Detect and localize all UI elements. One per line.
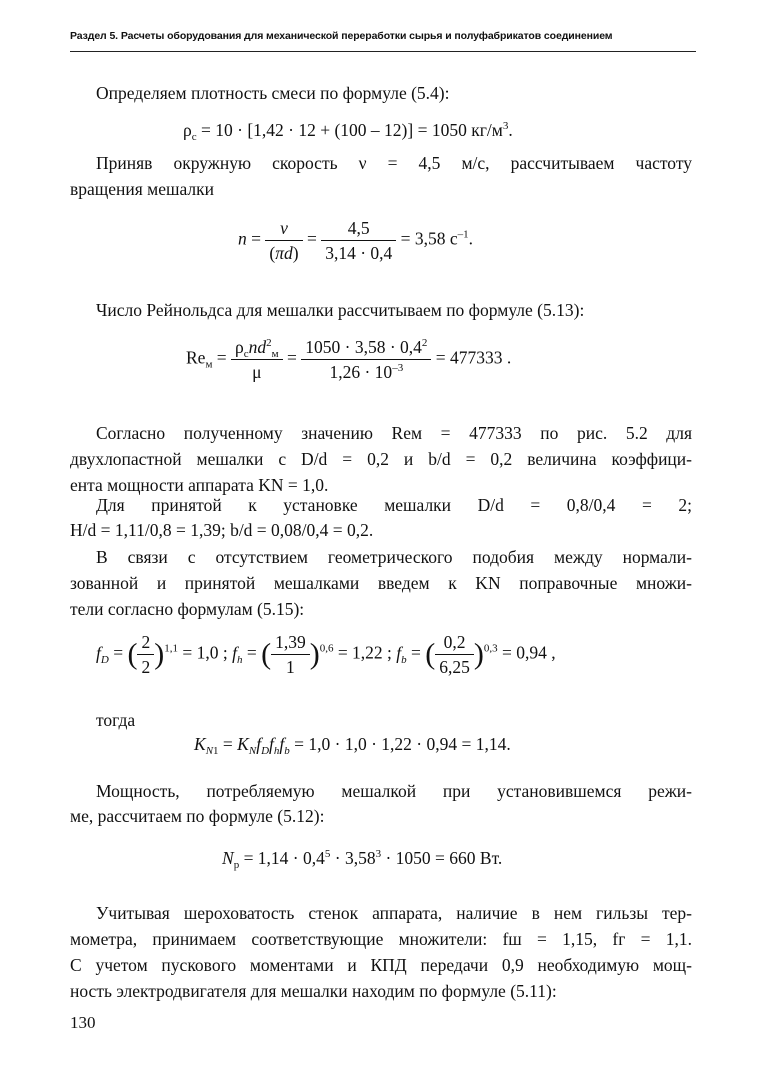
- paragraph-motor-line3: С учетом пускового моментами и КПД передачи 0,9 необходимую мощ-: [70, 955, 692, 975]
- running-header: Раздел 5. Расчеты оборудования для механической переработки сырья и полуфабрикатов соединением: [70, 30, 613, 42]
- equation-text: $\rho_с = 10 \cdot [1,42 \cdot 12 + (100 - 12)] = 1050$ $кг/м^3$.: [183, 120, 513, 143]
- paragraph-similarity-line1: В связи с отсутствием геометрического подобия между нормали-: [96, 547, 692, 567]
- paragraph-motor-line1: Учитывая шероховатость стенок аппарата, наличие в нем гильзы тер-: [96, 903, 692, 923]
- header-rule: [70, 51, 696, 52]
- paragraph-ratios-line1: Для принятой к установке мешалки D/d = 0,8/0,4 = 2;: [96, 495, 692, 515]
- paragraph-ratios-line2: H/d = 1,11/0,8 = 1,39; b/d = 0,08/0,4 = 0,2.: [70, 520, 374, 540]
- paragraph-power-coef-line3: ента мощности аппарата KN = 1,0.: [70, 475, 329, 495]
- equation-corrected-coef: $K_{N1} = K_Nf_Df_hf_b = 1,0 \cdot 1,0 \cdot 1,22 \cdot 0,94 = 1,14$.: [194, 734, 511, 757]
- paragraph-then: тогда: [96, 710, 136, 730]
- equation-reynolds: $Re_м$ = $\frac{\rho_cnd^2_м}{\mu}$ = $\frac{1050 \cdot 3,58 \cdot 0,4^2}{1,26 \cdot 10^{-3}}$ = 477333 .: [186, 337, 512, 382]
- paragraph-motor-line4: ность электродвигателя для мешалки находим по формуле (5.11):: [70, 981, 557, 1001]
- equation-rotation: n = $\frac{\nu}{(\pi d)}$ = $\frac{4,5}{3,14 \cdot 0,4}$ = 3,58 $с^{-1}$.: [238, 218, 474, 263]
- equation-power: $N_р = 1,14 \cdot 0,4^5 \cdot 3,58^3 \cdot 1050 = 660$ Вт.: [222, 848, 503, 871]
- paragraph-reynolds: Число Рейнольдса для мешалки рассчитываем по формуле (5.13):: [96, 300, 585, 320]
- paragraph-similarity-line3: тели согласно формулам (5.15):: [70, 599, 305, 619]
- paragraph-power-coef-line2: двухлопастной мешалки с D/d = 0,2 и b/d = 0,2 величина коэффици-: [70, 449, 692, 469]
- paragraph-speed-line2: вращения мешалки: [70, 179, 215, 199]
- equation-factors: $f_D$ = ( $\frac{2}{2}$ )$^{1,1}$ = 1,0 ; $f_h$ = ( $\frac{1,39}{1}$ )$^{0,6}$ = 1,22 ; $f_b$ = ( $\frac{0,2}{6,25}$ )$^{0,3}$ = 0,94 ,: [96, 632, 556, 677]
- equation-density: [183, 118, 513, 142]
- paragraph-power-coef-line1: Согласно полученному значению Reм = 477333 по рис. 5.2 для: [96, 423, 692, 443]
- paragraph-power-line2: ме, рассчитаем по формуле (5.12):: [70, 806, 325, 826]
- paragraph-density: Определяем плотность смеси по формуле (5.4):: [96, 83, 450, 103]
- paragraph-power-line1: Мощность, потребляемую мешалкой при установившемся режи-: [96, 781, 692, 801]
- paragraph-speed-line1: Приняв окружную скорость ν = 4,5 м/с, рассчитываем частоту: [96, 153, 692, 173]
- paragraph-motor-line2: мометра, принимаем соответствующие множители: fш = 1,15, fг = 1,1.: [70, 929, 692, 949]
- page-number: 130: [70, 1013, 96, 1032]
- paragraph-similarity-line2: зованной и принятой мешалками введем к KN поправочные множи-: [70, 573, 692, 593]
